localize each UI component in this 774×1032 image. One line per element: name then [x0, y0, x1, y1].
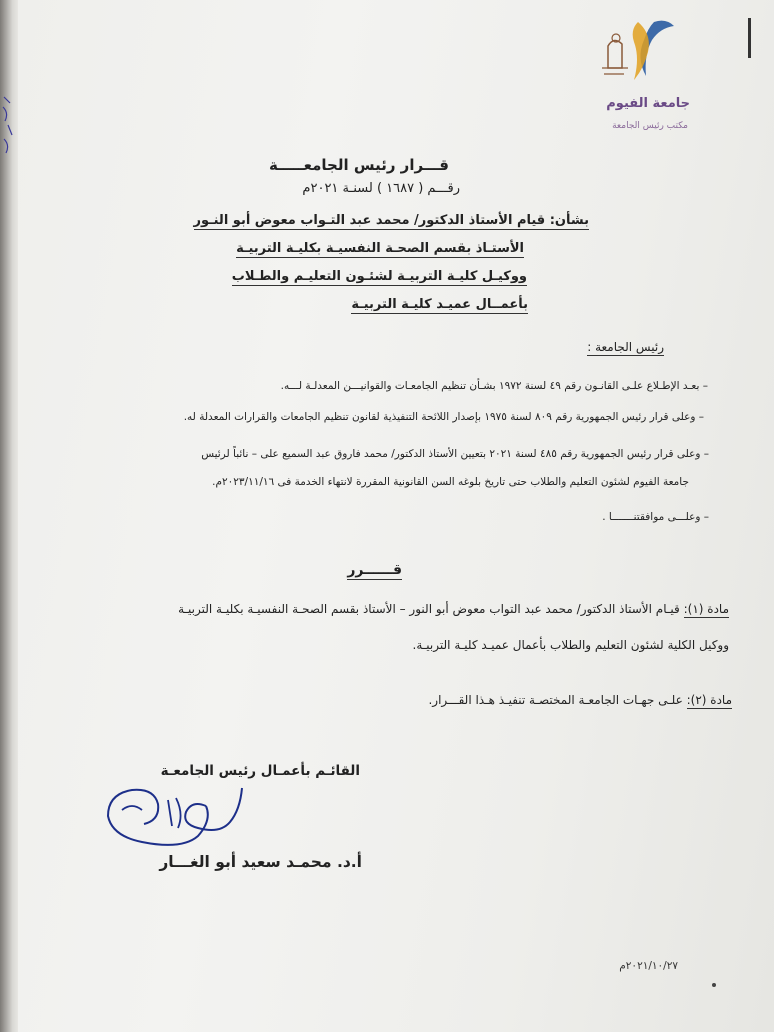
article-1-text: قيـام الأستاذ الدكتور/ محمد عبد التواب معوض أبو النور – الأستاذ بقسم الصحـة النفسيـة بكليـة التربيـة	[178, 602, 680, 616]
decision-number: رقـــم ( ١٦٨٧ ) لسنـة ٢٠٢١م	[302, 181, 460, 196]
preamble-paragraph: – وعلى قرار رئيس الجمهورية رقم ٨٠٩ لسنة ١٩٧٥ بإصدار اللائحة التنفيذية لقانون تنظيم الجامعات والقرارات المعدلة له.	[183, 411, 704, 423]
article-1-label: مادة (١):	[683, 602, 729, 616]
adjacent-page-edge	[0, 0, 18, 1032]
university-name: جامعة الفيوم	[606, 96, 690, 111]
decides-heading: قــــــرر	[347, 562, 402, 578]
signatory-name: أ.د. محمـد سعيد أبو الغـــار	[159, 853, 362, 871]
fayoum-university-logo	[594, 18, 682, 88]
preamble-paragraph-continued: جامعة الفيوم لشئون التعليم والطلاب حتى تاريخ بلوغه السن القانونية المقررة لانتهاء الخدمة فى ٢٠٢٣/١١/١٦م.	[212, 476, 689, 488]
subject-line-4: بأعمــال عميـد كليـة التربيـة	[351, 297, 528, 312]
subject-line-3: ووكيـل كليـة التربيـة لشئـون التعليـم والطـلاب	[231, 269, 527, 284]
president-label: رئيس الجامعة :	[587, 340, 664, 354]
document-date: ٢٠٢١/١٠/٢٧م	[619, 960, 678, 972]
pen-mark	[748, 18, 751, 58]
decision-title: قـــرار رئيس الجامعـــــة	[268, 156, 449, 174]
preamble-paragraph: – وعلى قرار رئيس الجمهورية رقم ٤٨٥ لسنة ٢٠٢١ بتعيين الأستاذ الدكتور/ محمد فاروق عبد السميع على – نائباً لرئيس	[201, 448, 709, 460]
preamble-paragraph: – بعـد الإطـلاع علـى القانـون رقم ٤٩ لسنة ١٩٧٢ بشـأن تنظيم الجامعـات والقوانيـــن المعدلـة لـــه.	[280, 380, 708, 392]
article-2	[428, 693, 732, 707]
subject-line-2: الأستـاذ بقسم الصحـة النفسيـة بكليـة التربيـة	[236, 241, 524, 256]
article-2-label: مادة (٢):	[686, 693, 732, 707]
ink-dot	[712, 983, 716, 987]
decision-document-page	[18, 0, 774, 1032]
handwritten-signature	[102, 780, 252, 855]
office-name: مكتب رئيس الجامعة	[612, 121, 688, 131]
subject-line-1: بشأن: قيام الأستاذ الدكتور/ محمد عبد التـواب معوض أبو النـور	[193, 213, 589, 228]
article-1-continued: ووكيل الكلية لشئون التعليم والطلاب بأعمال عميـد كليـة التربيـة.	[412, 638, 729, 652]
signatory-title: القائـم بأعمـال رئيس الجامعـة	[160, 763, 360, 779]
margin-scribble	[0, 95, 18, 155]
article-1	[178, 602, 729, 616]
article-2-text: علـى جهـات الجامعـة المختصـة تنفيـذ هـذا القـــرار.	[428, 693, 683, 707]
preamble-paragraph: – وعلـــى موافقتنـــــــا .	[602, 511, 709, 523]
